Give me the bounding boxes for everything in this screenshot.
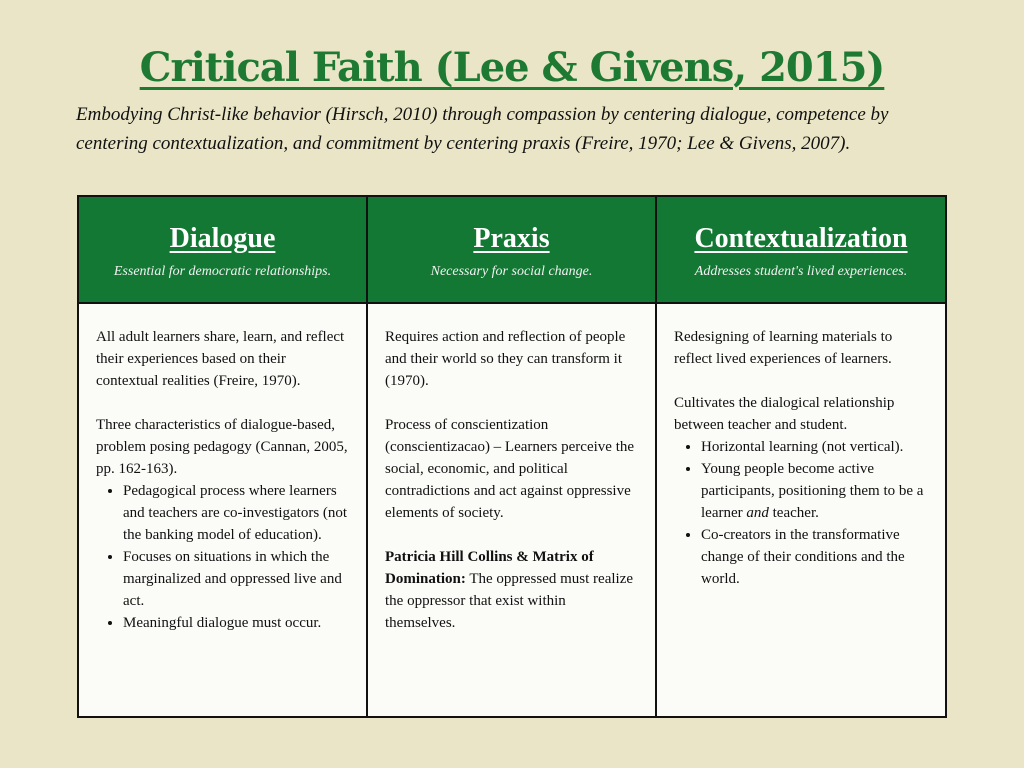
list-item: • Pedagogical process where learners and teachers are co-investigators (not the banking model of education). — [123, 480, 350, 546]
dialogue-para-1: All adult learners share, learn, and reflect their experiences based on their contextual realities (Freire, 1970). — [96, 329, 345, 389]
list-item: • Co-creators in the transformative change of their conditions and the world. — [701, 524, 929, 590]
list-item: • Horizontal learning (not vertical). — [701, 436, 929, 458]
body-dialogue — [79, 304, 368, 716]
heading-contextualization: Contextualization — [694, 223, 908, 254]
context-para-1: Redesigning of learning materials to reflect lived experiences of learners. — [674, 329, 893, 367]
praxis-para-1: Requires action and reflection of people and their world so they can transform it (1970). — [385, 329, 626, 389]
dialogue-para-2: Three characteristics of dialogue-based, problem posing pedagogy (Cannan, 2005, pp. 162-163). — [96, 417, 348, 477]
header-dialogue — [79, 197, 368, 304]
dialogue-bullet-list — [96, 480, 350, 634]
praxis-para-3-rest: The oppressed must realize the oppressor that exist within themselves. — [385, 571, 634, 631]
tagline-contextualization: Addresses student's lived experiences. — [694, 264, 908, 279]
header-praxis — [368, 197, 657, 304]
body-praxis — [368, 304, 657, 716]
praxis-para-3 — [385, 546, 639, 634]
list-item: • Meaningful dialogue must occur. — [123, 612, 350, 634]
list-item — [701, 458, 929, 524]
praxis-para-2: Process of conscientization (conscientizacao) – Learners perceive the social, economic, and political contradictions and act against oppressive elements of society. — [385, 417, 635, 521]
heading-praxis: Praxis — [473, 223, 550, 254]
bullet-text-a: Young people become active participants, positioning them to be a learner — [701, 461, 924, 521]
heading-dialogue: Dialogue — [169, 223, 276, 254]
page-subtitle: Embodying Christ-like behavior (Hirsch, 2010) through compassion by centering dialogue, competence by centering contextualization, and commitment by centering praxis (Freire, 1970; Lee & Givens, 2007). — [76, 104, 889, 154]
list-item: • Focuses on situations in which the marginalized and oppressed live and act. — [123, 546, 350, 612]
body-contextualization — [657, 304, 945, 716]
page-title: Critical Faith (Lee & Givens, 2015) — [139, 44, 885, 91]
context-para-2: Cultivates the dialogical relationship between teacher and student. — [674, 395, 895, 433]
context-bullet-list — [674, 436, 929, 590]
tagline-dialogue: Essential for democratic relationships. — [113, 264, 332, 279]
bullet-text-b: teacher. — [768, 505, 819, 521]
praxis-para-3-bold: Patricia Hill Collins & Matrix of Domination: — [385, 549, 594, 587]
concept-table — [77, 195, 947, 718]
header-contextualization — [657, 197, 945, 304]
tagline-praxis: Necessary for social change. — [430, 264, 593, 279]
bullet-text-em: and — [746, 505, 769, 521]
